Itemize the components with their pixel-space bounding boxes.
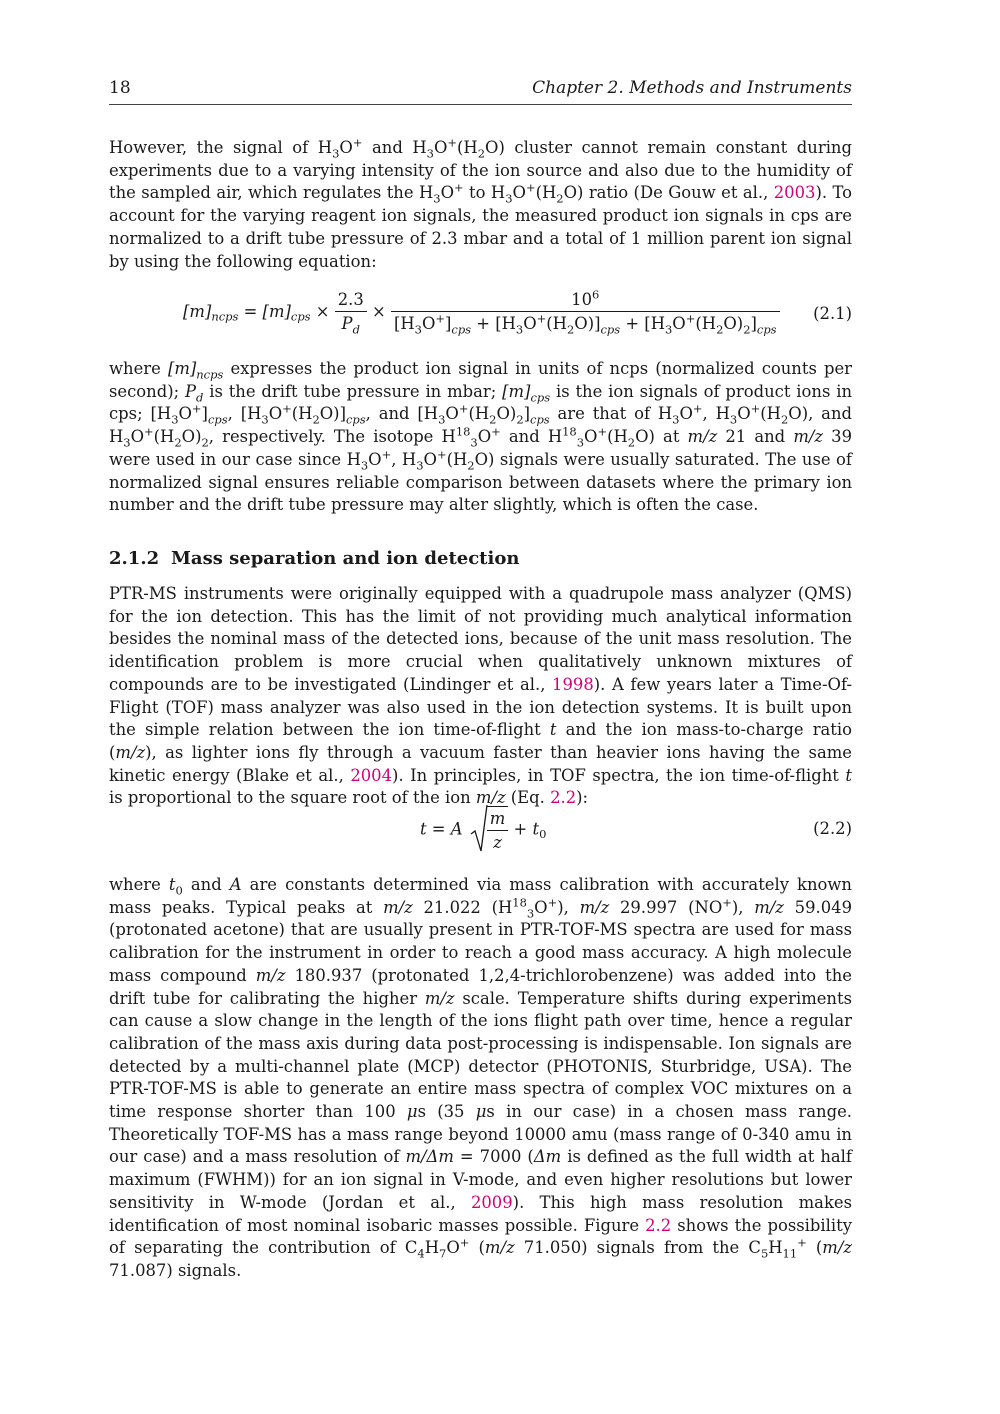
section-title: Mass separation and ion detection xyxy=(171,548,520,569)
fraction-m-over-z: $\frac{m}{z}$ xyxy=(487,806,509,852)
citation-link[interactable]: 1998 xyxy=(552,674,594,694)
paragraph-reagent-ions: However, the signal of $H_3O^+$ and $H_3O^+(H_2O)$ cluster cannot remain constant during experiments due to a varying intensity of the ion source and also due to the humidity of the sampled air, which regulates the $H_3O^+$ to $H_3O^+(H_2O)$ ratio (De Gouw et al., 2003). To account for the varying reagent ion signals, the measured product ion signals in cps are normalized to a drift tube pressure of 2.3 mbar and a total of 1 million parent ion signal by using the following equation: xyxy=(109,135,853,271)
section-number: 2.1.2 xyxy=(109,548,160,569)
citation-link[interactable]: 2003 xyxy=(773,183,816,203)
figure-reference-link[interactable]: 2.2 xyxy=(645,1215,672,1235)
equation-number: (2.2) xyxy=(813,819,852,838)
equation-reference-link[interactable]: 2.2 xyxy=(550,788,577,808)
paragraph-tof-intro: PTR-MS instruments were originally equipped with a quadrupole mass analyzer (QMS) for the ion detection. This has the limit of not providing much analytical information besides the nominal mass of the detected ions, because of the unit mass resolution. The identification problem is more crucial when qualitatively unknown mixtures of compounds are to be investigated (Lindinger et al., 1998). A few years later a Time-Of-Flight (TOF) mass analyzer was also used in the ion detection systems. It is built upon the simple relation between the ion time-of-flight t and the ion mass-to-charge ratio (m/z), as lighter ions fly through a vacuum faster than heavier ions having the same kinetic energy (Blake et al., 2004). In principles, in TOF spectra, the ion time-of-flight t is proportional to the square root of the ion m/z (Eq. 2.2): xyxy=(109,584,853,808)
paragraph-normalization: where $[m]_{ncps}$ expresses the product ion signal in units of ncps (normalized counts per second); $P_d$ is the drift tube pressure in mbar; $[m]_{cps}$ is the ion signals of product ions in cps; $[H_3O^+]_{cps}$, $[H_3O^+(H_2O)]_{cps}$, and $[H_3O^+(H_2O)_2]_{cps}$ are that of $H_3O^+$, $H_3O^+(H_2O)$, and $H_3O^+(H_2O)_2$, respectively. The isotope $H^{18}_3O^+$ and $H^{18}_3O^+(H_2O)$ at m/z 21 and m/z 39 were used in our case since $H_3O^+$, $H_3O^+(H_2O)$ signals were usually saturated. The use of normalized signal ensures reliable comparison between datasets where the primary ion number and the drift tube pressure may alter slightly, which is often the case. xyxy=(109,359,853,515)
equation-2-1 xyxy=(109,287,852,340)
equation-2-2 xyxy=(109,804,852,856)
citation-link[interactable]: 2009 xyxy=(470,1192,513,1212)
fraction-pressure: $\frac{2.3}{P_d}$ xyxy=(335,290,367,333)
chapter-title: Chapter 2. Methods and Instruments xyxy=(532,78,852,98)
equation-body: $[m]_{ncps} = [m]_{cps}$ × $\frac{2.3}{P_d}$ × $\frac{10^6}{[H_3O^+]_{cps} + [H_3O^+(H_2O)]_{cps} + [H_3O^+(H_2O)_2]_{cps}}$ xyxy=(183,290,780,333)
equation-body: t = A $\frac{m}{z}$ + $t_0$ xyxy=(420,804,546,854)
running-header xyxy=(109,78,852,105)
equation-number: (2.1) xyxy=(813,304,852,323)
section-heading xyxy=(109,548,519,569)
page-number: 18 xyxy=(109,78,131,98)
fraction-normalization: $\frac{10^6}{[H_3O^+]_{cps} + [H_3O^+(H_2O)]_{cps} + [H_3O^+(H_2O)_2]_{cps}}$ xyxy=(391,290,780,333)
citation-link[interactable]: 2004 xyxy=(350,765,393,785)
paragraph-mass-calibration: where $t_0$ and A are constants determined via mass calibration with accurately known mass peaks. Typical peaks at m/z 21.022 $(H^{18}_3O^+)$, m/z 29.997 (NO+), m/z 59.049 (protonated acetone) that are usually present in PTR-TOF-MS spectra are used for mass calibration for the instrument in order to reach a good mass accuracy. A high molecule mass compound m/z 180.937 (protonated 1,2,4-trichlorobenzene) was added into the drift tube for calibrating the higher m/z scale. Temperature shifts during experiments can cause a slow change in the length of the ions flight path over time, hence a regular calibration of the mass axis during data post-processing is indispensable. Ion signals are detected by a multi-channel plate (MCP) detector (PHOTONIS, Sturbridge, USA). The PTR-TOF-MS is able to generate an entire mass spectra of complex VOC mixtures on a time response shorter than 100 μs (35 μs in our case) in a chosen mass range. Theoretically TOF-MS has a mass range beyond 10000 amu (mass range of 0-340 amu in our case) and a mass resolution of m/Δm = 7000 (Δm is defined as the full width at half maximum (FWHM)) for an ion signal in V-mode, and even higher resolutions but lower sensitivity in W-mode (Jordan et al., 2009). This high mass resolution makes identification of most nominal isobaric masses possible. Figure 2.2 shows the possibility of separating the contribution of $C_4H_7O^+$ (m/z 71.050) signals from the $C_5H_{11}^+$ (m/z 71.087) signals. xyxy=(109,875,853,1280)
sqrt-symbol xyxy=(470,804,488,854)
